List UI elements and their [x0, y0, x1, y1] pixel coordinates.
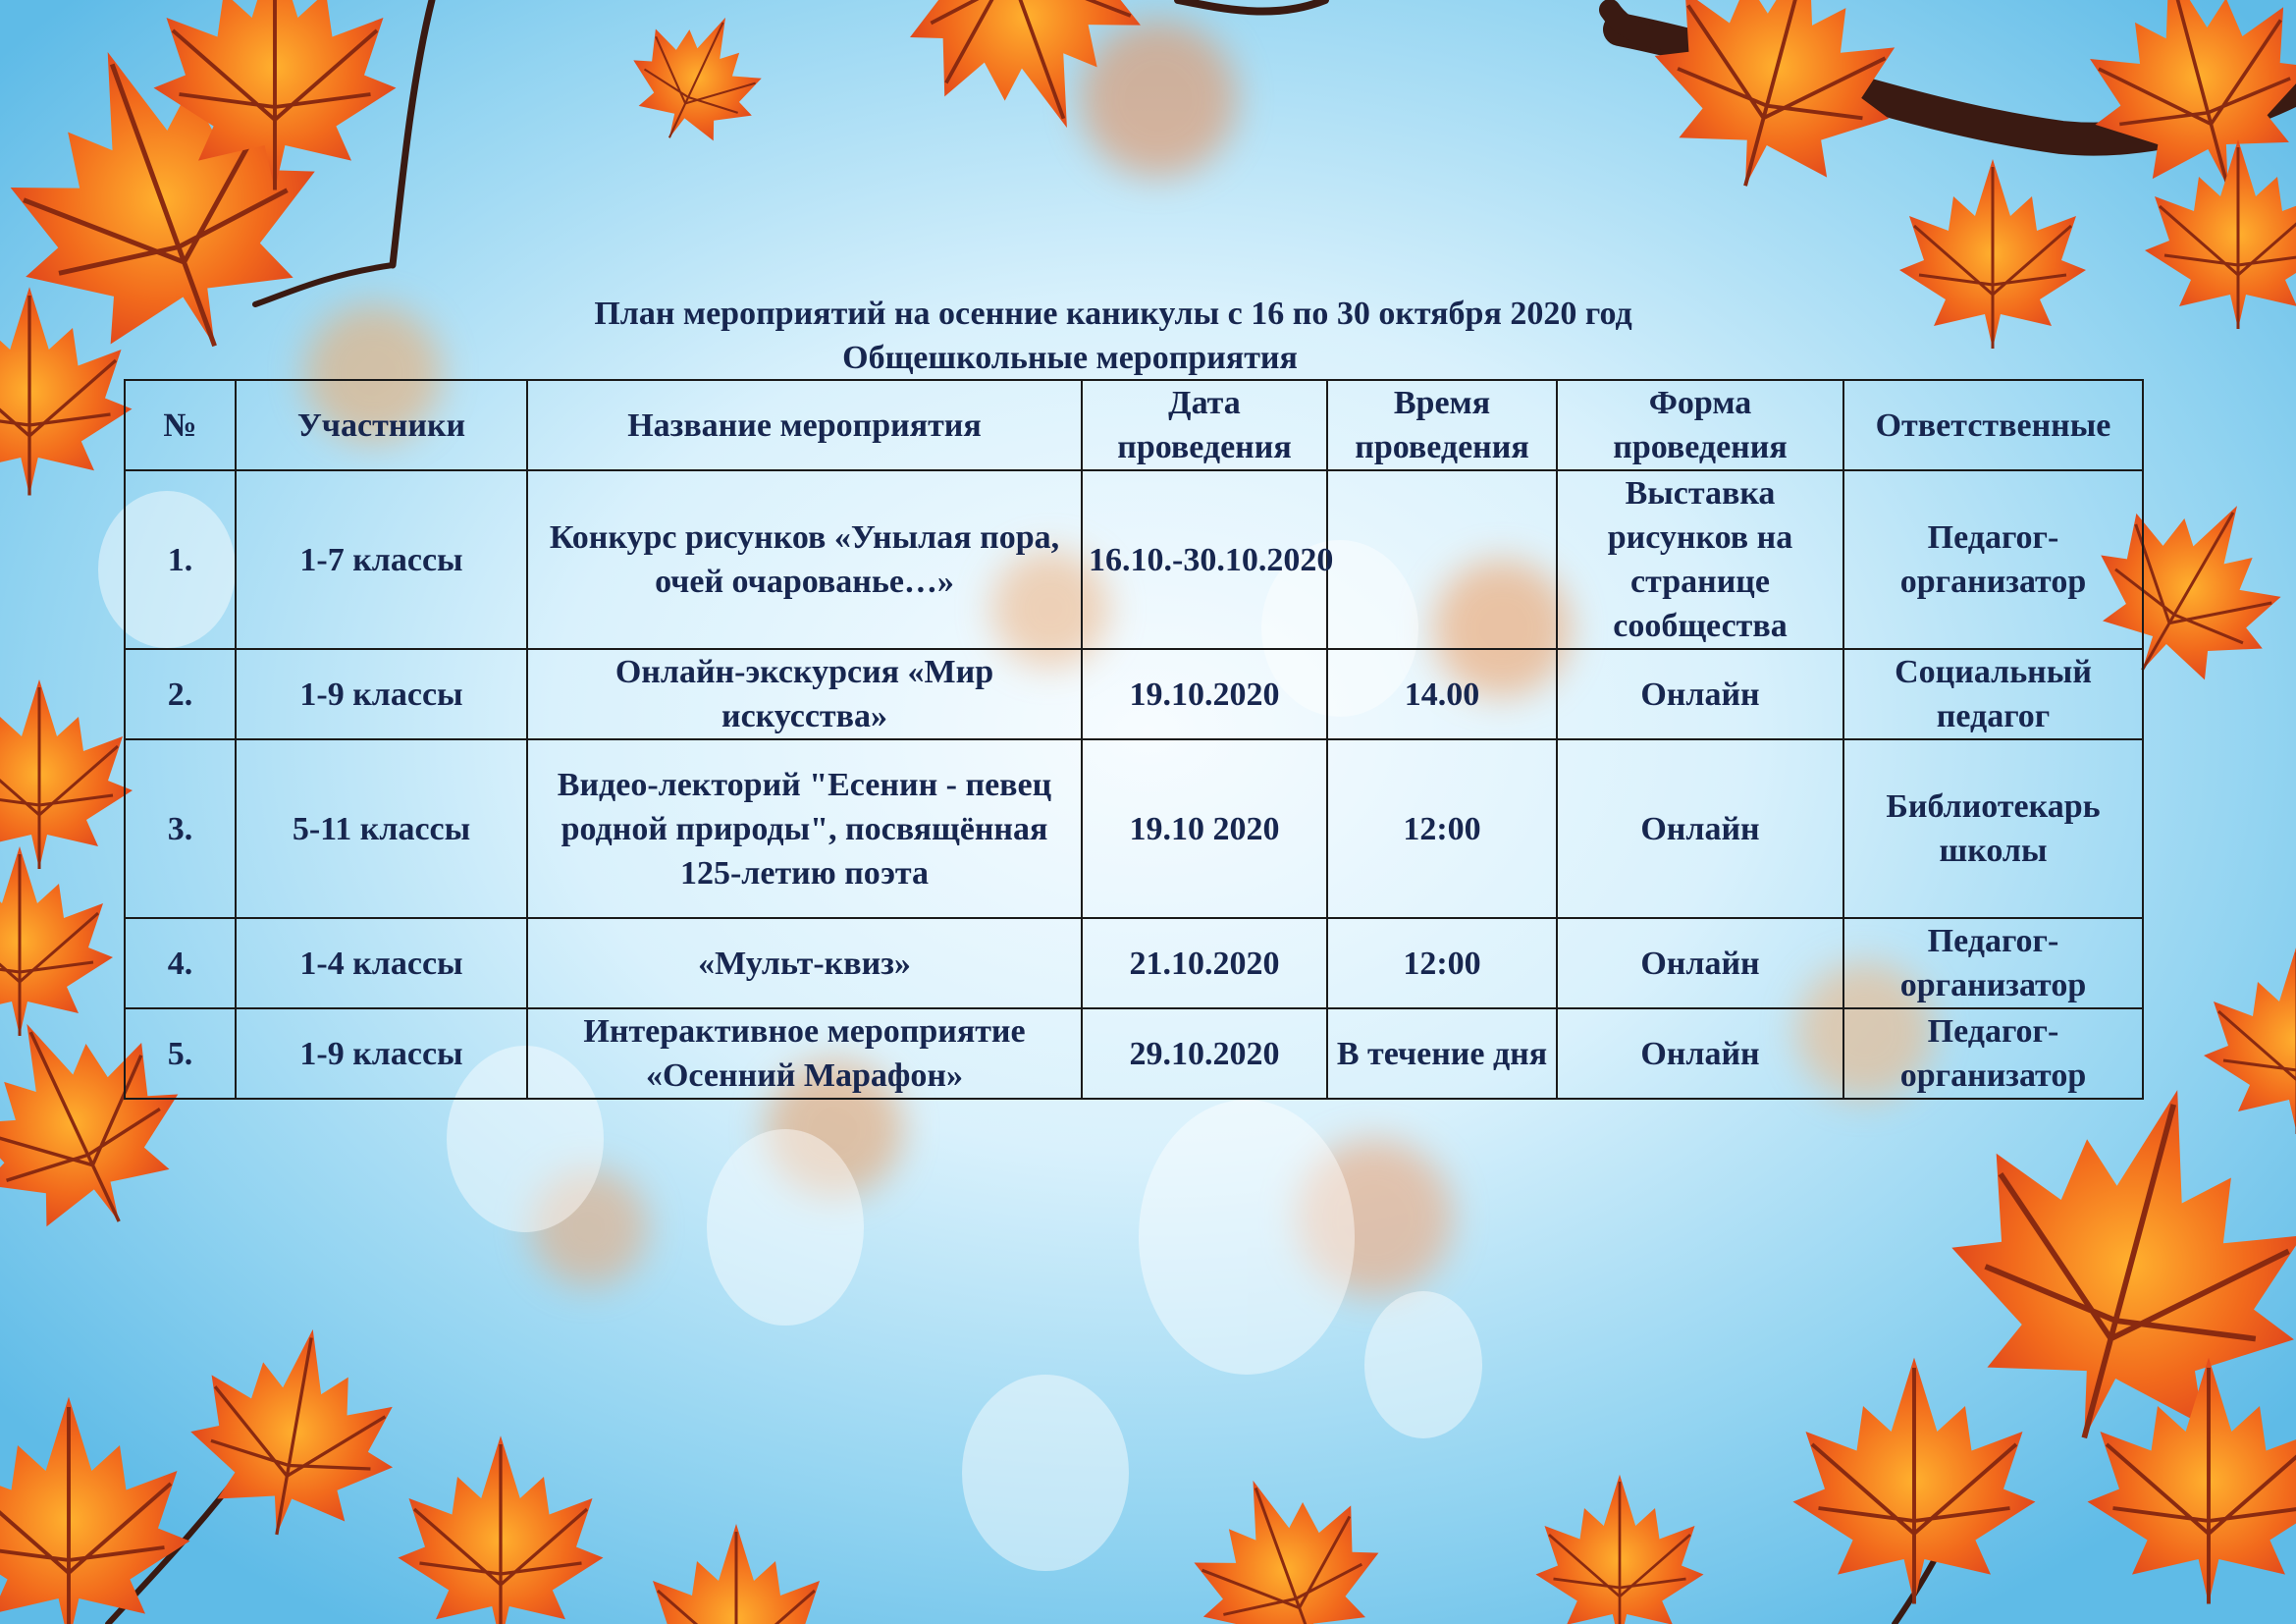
cell-responsible: Социальный педагог — [1843, 649, 2143, 739]
cell-event: Интерактивное мероприятие «Осенний Марафон» — [527, 1008, 1082, 1099]
cell-date: 16.10.-30.10.2020 — [1082, 470, 1327, 649]
header-participants: Участники — [236, 380, 527, 470]
table-row — [125, 918, 2143, 1008]
cell-date: 29.10.2020 — [1082, 1008, 1327, 1099]
cell-participants: 1-9 классы — [236, 1008, 527, 1099]
cell-time: 12:00 — [1327, 918, 1557, 1008]
cell-event: Конкурс рисунков «Унылая пора, очей очарованье…» — [527, 470, 1082, 649]
cell-responsible: Педагог-организатор — [1843, 470, 2143, 649]
cell-form: Онлайн — [1557, 918, 1843, 1008]
table-row — [125, 739, 2143, 918]
cell-form: Онлайн — [1557, 649, 1843, 739]
cell-responsible: Педагог-организатор — [1843, 1008, 2143, 1099]
header-time: Время проведения — [1327, 380, 1557, 470]
events-table — [124, 379, 2144, 1100]
cell-date: 19.10.2020 — [1082, 649, 1327, 739]
cell-number: 5. — [125, 1008, 236, 1099]
cell-participants: 1-9 классы — [236, 649, 527, 739]
cell-time: 12:00 — [1327, 739, 1557, 918]
cell-number: 4. — [125, 918, 236, 1008]
cell-date: 19.10 2020 — [1082, 739, 1327, 918]
cell-form: Выставка рисунков на странице сообщества — [1557, 470, 1843, 649]
cell-time — [1327, 470, 1557, 649]
cell-event: «Мульт-квиз» — [527, 918, 1082, 1008]
page-title: План мероприятий на осенние каникулы с 16 по 30 октября 2020 год — [594, 296, 1632, 332]
table-row — [125, 1008, 2143, 1099]
cell-participants: 5-11 классы — [236, 739, 527, 918]
cell-responsible: Педагог-организатор — [1843, 918, 2143, 1008]
cell-event: Видео-лекторий "Есенин - певец родной природы", посвящённая 125-летию поэта — [527, 739, 1082, 918]
cell-form: Онлайн — [1557, 739, 1843, 918]
cell-time: 14.00 — [1327, 649, 1557, 739]
cell-number: 3. — [125, 739, 236, 918]
cell-form: Онлайн — [1557, 1008, 1843, 1099]
header-number: № — [125, 380, 236, 470]
cell-participants: 1-4 классы — [236, 918, 527, 1008]
cell-date: 21.10.2020 — [1082, 918, 1327, 1008]
table-header-row — [125, 380, 2143, 470]
cell-time: В течение дня — [1327, 1008, 1557, 1099]
cell-number: 1. — [125, 470, 236, 649]
header-responsible: Ответственные — [1843, 380, 2143, 470]
header-form: Форма проведения — [1557, 380, 1843, 470]
page-subtitle: Общешкольные мероприятия — [842, 340, 1298, 376]
header-date: Дата проведения — [1082, 380, 1327, 470]
cell-event: Онлайн-экскурсия «Мир искусства» — [527, 649, 1082, 739]
cell-responsible: Библиотекарь школы — [1843, 739, 2143, 918]
cell-participants: 1-7 классы — [236, 470, 527, 649]
header-event: Название мероприятия — [527, 380, 1082, 470]
table-row — [125, 649, 2143, 739]
cell-number: 2. — [125, 649, 236, 739]
table-row — [125, 470, 2143, 649]
